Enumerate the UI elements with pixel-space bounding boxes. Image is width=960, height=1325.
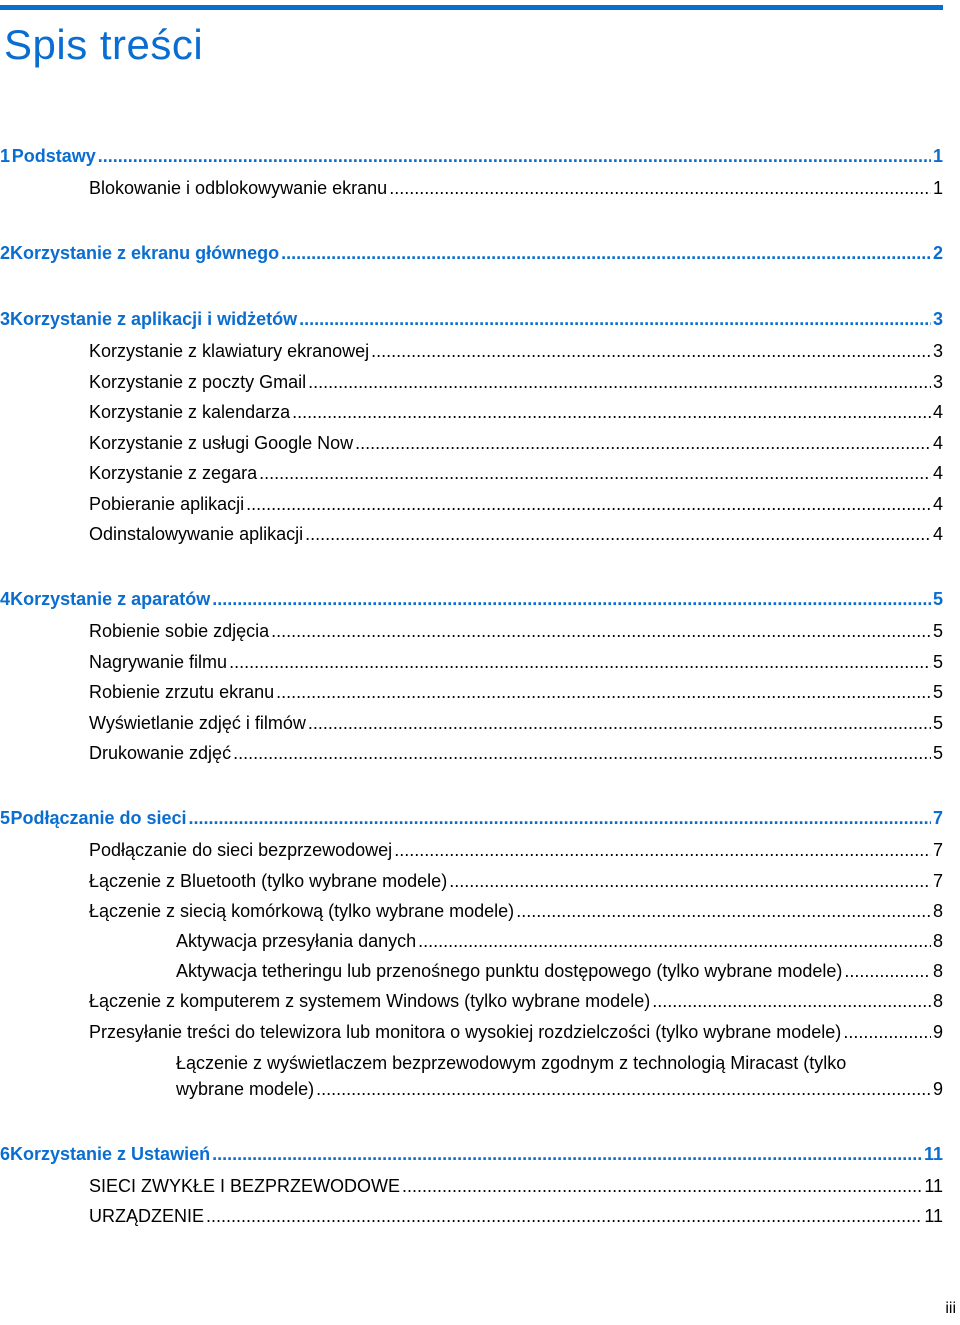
toc-entry[interactable] [89, 990, 943, 1012]
entry-title: Korzystanie z zegara [89, 463, 258, 483]
page-number: 9 [932, 1079, 943, 1099]
page-number: 11 [924, 1176, 943, 1196]
entry-title-cont: wybrane modele) [176, 1079, 315, 1099]
chapter-title: Podłączanie do sieci [10, 808, 187, 828]
page-number: 5 [932, 652, 943, 672]
page-title: Spis treści [4, 21, 204, 68]
dot-leader [389, 177, 931, 199]
page-number: 3 [932, 341, 943, 361]
entry-title: Odinstalowywanie aplikacji [89, 524, 304, 544]
toc-entry[interactable] [89, 432, 943, 454]
dot-leader [305, 523, 931, 545]
dot-leader [316, 1078, 931, 1100]
entry-title: Łączenie z Bluetooth (tylko wybrane modele) [89, 871, 448, 891]
toc-subentry[interactable] [176, 930, 943, 952]
dot-leader [276, 681, 931, 703]
toc-chapter-6[interactable] [0, 1143, 943, 1165]
entry-title: Nagrywanie filmu [89, 652, 228, 672]
page-number: 5 [932, 743, 943, 763]
dot-leader [355, 432, 931, 454]
entry-title: Korzystanie z klawiatury ekranowej [89, 341, 370, 361]
dot-leader [516, 900, 931, 922]
entry-title: Aktywacja przesyłania danych [176, 931, 417, 951]
header-rule [0, 5, 943, 10]
entry-title: Podłączanie do sieci bezprzewodowej [89, 840, 393, 860]
page-number: 7 [932, 808, 943, 828]
toc-entry[interactable] [89, 870, 943, 892]
dot-leader [449, 870, 931, 892]
page-number: 5 [932, 589, 943, 609]
chapter-number: 6 [0, 1144, 11, 1164]
entry-title: Korzystanie z kalendarza [89, 402, 291, 422]
page-number: 3 [932, 309, 943, 329]
entry-title: Robienie zrzutu ekranu [89, 682, 275, 702]
dot-leader [229, 651, 931, 673]
dot-leader [212, 588, 931, 610]
dot-leader [418, 930, 931, 952]
dot-leader [233, 742, 931, 764]
page-number: 2 [932, 243, 943, 263]
dot-leader [98, 145, 931, 167]
entry-title: Wyświetlanie zdjęć i filmów [89, 713, 306, 733]
dot-leader [308, 712, 931, 734]
toc-entry[interactable] [89, 493, 943, 515]
toc-entry[interactable] [89, 742, 943, 764]
toc-entry[interactable] [89, 177, 943, 199]
page-number: 4 [932, 494, 943, 514]
toc-entry[interactable] [89, 523, 943, 545]
entry-title: SIECI ZWYKŁE I BEZPRZEWODOWE [89, 1176, 401, 1196]
entry-title: Przesyłanie treści do telewizora lub monitora o wysokiej rozdzielczości (tylko wybrane modele) [89, 1022, 842, 1042]
toc-entry[interactable] [89, 900, 943, 922]
chapter-title: Podstawy [11, 146, 96, 166]
entry-title: Łączenie z siecią komórkową (tylko wybrane modele) [89, 901, 515, 921]
chapter-number: 1 [0, 146, 11, 166]
page-number: 3 [932, 372, 943, 392]
toc-entry[interactable] [89, 651, 943, 673]
dot-leader [281, 242, 931, 264]
dot-leader [844, 960, 931, 982]
toc-entry[interactable] [89, 839, 943, 861]
dot-leader [189, 807, 931, 829]
toc-chapter-3[interactable] [0, 308, 943, 330]
toc-entry[interactable] [89, 1021, 943, 1043]
page-number: 4 [932, 433, 943, 453]
chapter-number: 3 [0, 309, 11, 329]
page-number: 11 [924, 1206, 943, 1226]
page-number: 5 [932, 621, 943, 641]
dot-leader [271, 620, 931, 642]
page-number: 8 [932, 901, 943, 921]
chapter-number: 5 [0, 808, 11, 828]
entry-title: Korzystanie z usługi Google Now [89, 433, 354, 453]
entry-title: Łączenie z wyświetlaczem bezprzewodowym zgodnym z technologią Miracast (tylko [176, 1053, 847, 1073]
dot-leader [292, 401, 931, 423]
toc-chapter-2[interactable] [0, 242, 943, 264]
chapter-title: Korzystanie z ekranu głównego [10, 243, 280, 263]
toc-entry[interactable] [89, 712, 943, 734]
chapter-title: Korzystanie z Ustawień [10, 1144, 211, 1164]
dot-leader [308, 371, 931, 393]
page-number: 8 [932, 931, 943, 951]
page-number: 1 [932, 178, 943, 198]
toc-subentry[interactable] [176, 960, 943, 982]
toc-chapter-1[interactable] [0, 145, 943, 167]
chapter-number: 2 [0, 243, 11, 263]
toc-entry[interactable] [89, 620, 943, 642]
page-number: 7 [932, 840, 943, 860]
entry-title: URZĄDZENIE [89, 1206, 205, 1226]
dot-leader [259, 462, 931, 484]
entry-title: Korzystanie z poczty Gmail [89, 372, 307, 392]
dot-leader [371, 340, 931, 362]
chapter-title: Korzystanie z aplikacji i widżetów [10, 309, 298, 329]
dot-leader [394, 839, 931, 861]
dot-leader [402, 1175, 922, 1197]
dot-leader [299, 308, 931, 330]
dot-leader [652, 990, 931, 1012]
page-folio: iii [945, 1300, 956, 1317]
page-number: 4 [932, 463, 943, 483]
toc-entry[interactable] [89, 401, 943, 423]
toc-entry[interactable] [89, 462, 943, 484]
toc-entry[interactable] [89, 681, 943, 703]
toc-entry[interactable] [89, 371, 943, 393]
page-number: 4 [932, 402, 943, 422]
chapter-number: 4 [0, 589, 11, 609]
toc-entry[interactable] [89, 1205, 943, 1227]
dot-leader [206, 1205, 922, 1227]
entry-title: Drukowanie zdjęć [89, 743, 232, 763]
page-number: 5 [932, 682, 943, 702]
toc-subentry[interactable] [176, 1052, 943, 1100]
dot-leader [212, 1143, 922, 1165]
chapter-title: Korzystanie z aparatów [10, 589, 211, 609]
page-number: 1 [932, 146, 943, 166]
entry-title: Pobieranie aplikacji [89, 494, 245, 514]
toc-entry[interactable] [89, 340, 943, 362]
toc-entry[interactable] [89, 1175, 943, 1197]
entry-title: Aktywacja tetheringu lub przenośnego punktu dostępowego (tylko wybrane modele) [176, 961, 843, 981]
page-number: 4 [932, 524, 943, 544]
entry-title: Robienie sobie zdjęcia [89, 621, 270, 641]
dot-leader [843, 1021, 931, 1043]
page-number: 11 [923, 1144, 943, 1164]
page-number: 9 [932, 1022, 943, 1042]
toc-chapter-5[interactable] [0, 807, 943, 829]
entry-title-continuation [176, 1078, 943, 1100]
page-number: 8 [932, 961, 943, 981]
page-number: 7 [932, 871, 943, 891]
entry-title: Łączenie z komputerem z systemem Windows (tylko wybrane modele) [89, 991, 651, 1011]
dot-leader [246, 493, 931, 515]
entry-title: Blokowanie i odblokowywanie ekranu [89, 178, 388, 198]
page-number: 8 [932, 991, 943, 1011]
page-number: 5 [932, 713, 943, 733]
toc-chapter-4[interactable] [0, 588, 943, 610]
